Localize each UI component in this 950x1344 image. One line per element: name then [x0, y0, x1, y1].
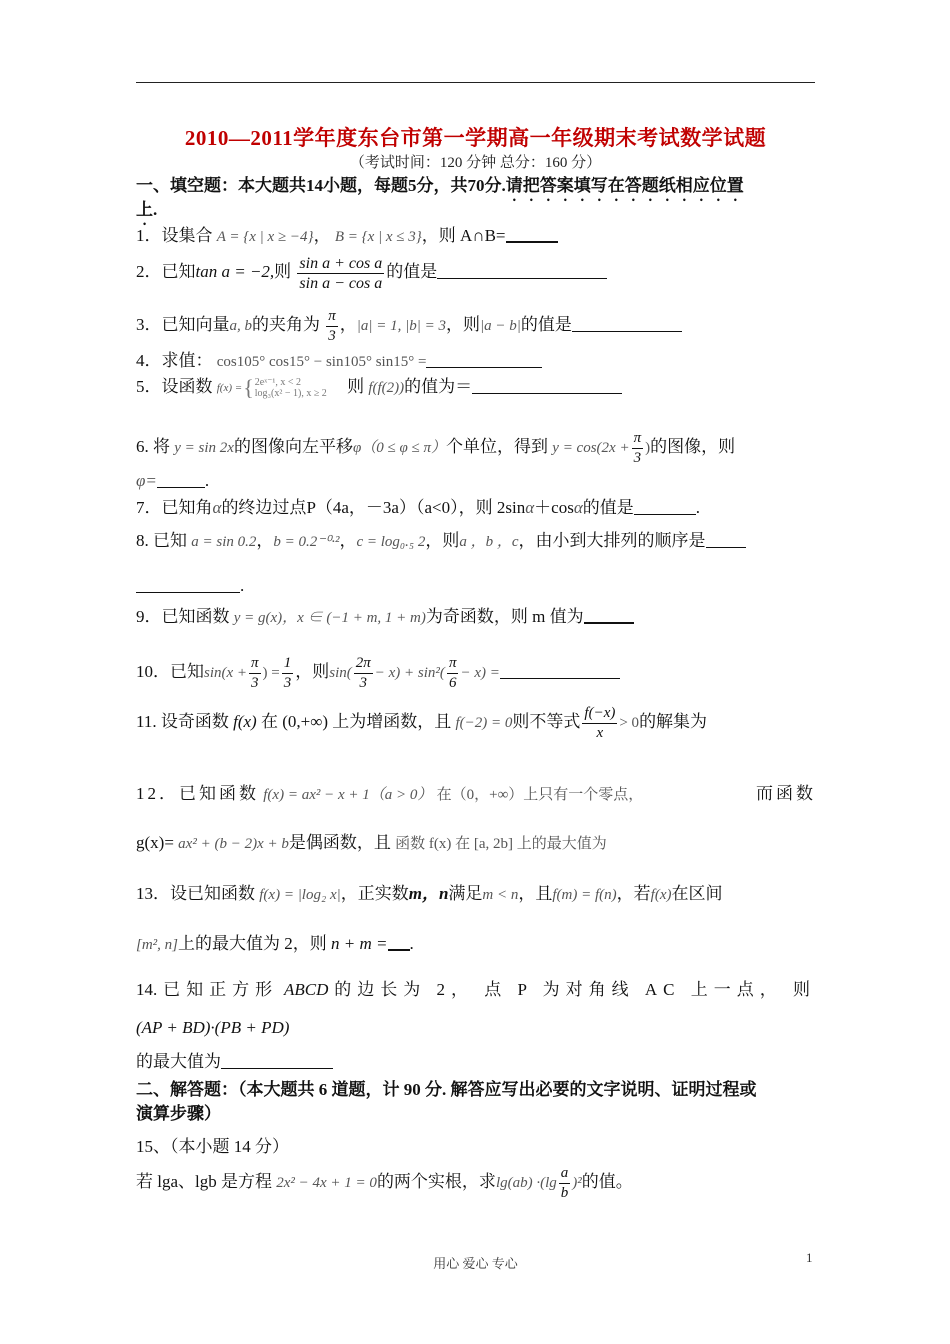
alpha-symbol: α: [525, 498, 535, 517]
answer-blank[interactable]: [500, 662, 620, 679]
footer-slogan: 用心 爱心 专心: [433, 1256, 518, 1271]
q10-one: 1: [282, 654, 294, 674]
q2-denominator: sin a − cos a: [299, 274, 383, 292]
q11-fraction: [582, 704, 617, 743]
q10-expr-3: − x) + sin²(: [374, 665, 445, 681]
q3-label: 3．已知向量: [136, 315, 230, 334]
question-6: [136, 427, 816, 468]
question-4: [136, 350, 816, 373]
question-14-line2: [136, 1013, 816, 1043]
q3-then: ，则: [446, 315, 481, 334]
question-8: 8. 已知 a = sin 0.2，b = 0.2⁻⁰·²，c = log₀.₅ 2，则a ，b ，c，由小到大排列的顺序是: [136, 526, 816, 557]
question-9: [136, 602, 816, 633]
answer-blank[interactable]: [472, 377, 622, 394]
q15-expr-b: )²: [572, 1175, 582, 1191]
q4-label: 4．求值：: [136, 351, 213, 370]
section2-heading-c: 演算步骤）: [136, 1104, 221, 1123]
answer-blank[interactable]: [584, 606, 634, 624]
q7-point: P（4a，－3a）（a<0）: [306, 498, 459, 517]
q8-b: b = 0.2⁻⁰·²: [273, 534, 340, 550]
q6-close: ): [645, 440, 651, 456]
q14-abcd: ABCD: [284, 980, 329, 999]
q13-line2: 上的最大值为 2，则: [178, 934, 327, 953]
q6-phi: φ（0 ≤ φ ≤ π）: [352, 440, 447, 456]
question-11: [136, 702, 816, 743]
q10-label: 10．已知: [136, 662, 204, 681]
q13-function: f(x) = |log₂ x|: [259, 887, 341, 903]
q13-tail: 在区间: [671, 884, 723, 903]
q14-expression: (AP + BD)·(PB + PD): [136, 1018, 290, 1037]
q5-tail: 的值为＝: [404, 377, 473, 396]
q15-text-b: 的两个实根，求: [376, 1172, 496, 1191]
q5-then: 则: [347, 377, 365, 396]
q10-pi: π: [447, 654, 459, 674]
q2-tail: 的值是: [386, 262, 438, 281]
question-6-line2: φ= .: [136, 471, 210, 490]
q9-label: 9．已知函数: [136, 607, 230, 626]
alpha-symbol: α: [212, 498, 222, 517]
period: .: [695, 498, 701, 517]
q3-mid: 的夹角为: [252, 315, 320, 334]
q8-tail: ，由小到大排列的顺序是: [518, 531, 706, 550]
q15-fb: b: [560, 1184, 569, 1201]
q10-frac-4: [447, 654, 459, 693]
q3-magnitudes: |a| = 1, |b| = 3: [356, 318, 447, 334]
section2-heading-b: . 解答应写出必要的文字说明、证明过程或: [442, 1080, 757, 1099]
q7-mid: 的终边过点: [221, 498, 307, 517]
q1-sep: ，: [313, 226, 331, 245]
answer-blank[interactable]: [506, 225, 558, 243]
q15-expr-a: lg(ab) ·(lg: [495, 1175, 557, 1191]
question-5: [136, 376, 816, 399]
q2-label: 2．已知: [136, 262, 196, 281]
q5-pieces: [255, 377, 327, 399]
q7-mid2: ，则 2sin: [458, 498, 526, 517]
q13-cond2: ，且: [518, 884, 553, 903]
q3-comma: ，: [339, 315, 357, 334]
q3-tail: 的值是: [520, 315, 572, 334]
section2-heading-a: 二、解答题：（本大题共 6 道题，计 90 分: [136, 1080, 442, 1099]
q2-fraction: [297, 254, 384, 293]
exam-info: （考试时间：120 分钟 总分：160 分）: [349, 155, 602, 171]
brace-icon: {: [243, 375, 254, 401]
alpha-symbol: α: [573, 498, 583, 517]
q5-ffx: f(f(2)): [368, 380, 405, 396]
q11-cond: f(−2) = 0: [455, 715, 513, 731]
q11-tail: 的解集为: [639, 712, 708, 731]
q11-fx: f(x): [233, 712, 257, 731]
q11-gt: > 0: [619, 715, 640, 731]
q8-abc: a ，b ，c: [459, 534, 519, 550]
page-number: 1: [806, 1250, 813, 1265]
answer-blank[interactable]: [572, 315, 682, 332]
q14-line3: 的最大值为: [136, 1052, 221, 1071]
q5-piece-1: 2eˣ⁻¹, x < 2: [254, 377, 301, 389]
q10-three: 3: [251, 674, 259, 691]
answer-blank[interactable]: [437, 262, 607, 279]
q1-tail: ，则 A∩B=: [421, 226, 506, 245]
section2-heading: [136, 1079, 816, 1101]
section2-heading-cont: [136, 1103, 816, 1125]
answer-blank[interactable]: [136, 576, 240, 593]
q11-mid2: 则不等式: [512, 712, 581, 731]
q3-diff: |a − b|: [480, 318, 521, 334]
question-3: [136, 305, 816, 346]
q3-angle-fraction: [326, 307, 338, 346]
q13-ineq: m < n: [482, 887, 519, 903]
q15-fa: a: [559, 1164, 571, 1184]
page-title: 2010—2011学年度东台市第一学期高一年级期末考试数学试题: [184, 126, 767, 150]
q3-three: 3: [328, 327, 336, 344]
q13-eq: f(m) = f(n): [552, 887, 617, 903]
q12-last: 函数 f(x) 在 [a, 2b] 上的最大值为: [395, 836, 607, 852]
q11-fnum: f(−x): [582, 704, 617, 724]
q7-tail: 的值是: [582, 498, 634, 517]
q7-label: 7．已知角: [136, 498, 213, 517]
section1-heading-emphasis-2: 上: [136, 200, 153, 219]
q3-vectors: a, b: [229, 318, 252, 334]
q6-func-2: y = cos(2x +: [552, 440, 630, 456]
question-13-line2: [136, 929, 816, 960]
q10-three: 3: [359, 674, 368, 691]
q12-body: [136, 779, 643, 810]
q13-sum: n + m =: [331, 934, 388, 953]
q10-twopi: 2π: [354, 654, 373, 674]
q10-six: 6: [448, 674, 457, 691]
q2-numerator: sin a + cos a: [299, 254, 383, 272]
q6-mid2: 个单位，得到: [446, 437, 549, 456]
question-12-line2: [136, 828, 816, 859]
q5-piece-2: log₃(x² − 1), x ≥ 2: [254, 388, 327, 400]
header-rule: [136, 82, 815, 83]
q12-label: 12．已知函数: [136, 784, 259, 803]
q1-set-b: B = {x | x ≤ 3}: [334, 229, 422, 245]
q12-g: g(x)=: [136, 833, 174, 852]
q10-eq: ) =: [262, 665, 280, 681]
q14-label: 14.: [136, 980, 158, 999]
q10-pi: π: [249, 654, 261, 674]
answer-blank[interactable]: [388, 933, 410, 951]
question-12: [136, 779, 816, 810]
question-8-line2: [136, 575, 816, 597]
q13-mn: m，n: [408, 884, 449, 903]
question-15-label: [136, 1136, 816, 1158]
q6-phi-answer: φ=: [136, 471, 157, 490]
q12-function: f(x) = ax² − x + 1（a > 0）: [263, 787, 433, 803]
question-14: [136, 975, 816, 1005]
q2-cond: tan a = −2,: [195, 262, 275, 281]
q8-label: 8. 已知: [136, 531, 187, 550]
q15-text-a: 若 lga、lgb 是方程: [136, 1172, 272, 1191]
q6-tail: 的图像，则: [650, 437, 736, 456]
q10-frac-2: [282, 654, 294, 693]
q2-then: 则: [274, 262, 292, 281]
answer-blank[interactable]: [426, 351, 542, 368]
q10-den3: 3: [283, 674, 292, 691]
q12-mid2: 是偶函数，且: [288, 833, 391, 852]
q3-pi: π: [326, 307, 338, 327]
q10-then: ，则: [295, 662, 330, 681]
q4-expression: cos105° cos15° − sin105° sin15° =: [216, 354, 427, 370]
question-2: [136, 252, 816, 293]
q1-label: 1．设集合: [136, 226, 213, 245]
q14-text: 已知正方形: [163, 980, 279, 999]
q6-label: 6. 将: [136, 437, 170, 456]
q11-fden: x: [596, 724, 604, 741]
q10-expr-2: sin(: [329, 665, 352, 681]
q6-func-1: y = sin 2x: [174, 440, 234, 456]
q10-frac-1: [249, 654, 261, 693]
q12-tail: 而函数: [756, 784, 816, 803]
period: .: [409, 934, 414, 953]
q6-fraction: [632, 429, 644, 468]
period: .: [153, 200, 158, 219]
q9-function: y = g(x)，x ∈ (−1 + m, 1 + m): [233, 610, 426, 626]
q6-three: 3: [633, 449, 642, 466]
q8-c: c = log₀.₅ 2: [356, 534, 426, 550]
question-14-line3: [136, 1051, 816, 1073]
question-15: [136, 1162, 816, 1203]
q15-label: 15、（本小题 14 分）: [136, 1137, 289, 1156]
q12-g-function: ax² + (b − 2)x + b: [178, 836, 289, 852]
period: .: [240, 576, 245, 595]
q13-cond3: ，若: [616, 884, 651, 903]
q14-text2: 的边长为 2， 点 P 为对角线 AC 上一点， 则: [334, 980, 816, 999]
question-7: [136, 497, 816, 519]
q10-expr-1: sin(x +: [204, 665, 248, 681]
section1-heading-emphasis: 请把答案填写在答题纸相应位置: [505, 176, 744, 195]
answer-blank[interactable]: [157, 471, 205, 488]
answer-blank[interactable]: [706, 531, 746, 548]
q12-mid: 在（0，+∞）上只有一个零点，: [436, 787, 644, 803]
q13-mid: ，正实数: [340, 884, 409, 903]
q5-fx: f(x) =: [216, 382, 243, 395]
q11-mid: 在 (0,+∞) 上为增函数，且: [260, 712, 452, 731]
q15-equation: 2x² − 4x + 1 = 0: [276, 1175, 377, 1191]
q6-pi: π: [632, 429, 644, 449]
question-10: [136, 652, 816, 693]
q8-a: a = sin 0.2: [191, 534, 257, 550]
q10-frac-3: [354, 654, 373, 693]
q15-tail: 的值。: [581, 1172, 633, 1191]
q5-label: 5．设函数: [136, 377, 213, 396]
q13-interval: [m², n]: [136, 937, 179, 953]
question-1: [136, 225, 816, 248]
q5-piecewise: [217, 377, 327, 399]
q11-label: 11. 设奇函数: [136, 712, 229, 731]
q6-mid: 的图像向左平移: [233, 437, 353, 456]
q13-fx: f(x): [650, 887, 672, 903]
question-13: [136, 879, 816, 910]
q10-expr-4: − x) =: [460, 665, 500, 681]
section1-heading-text: 一、填空题：本大题共14小题，每题5分，共70分.: [136, 176, 506, 195]
q9-tail: 为奇函数，则 m 值为: [425, 607, 584, 626]
answer-blank[interactable]: [634, 498, 696, 515]
q15-fraction: [559, 1164, 571, 1203]
q7-mid3: ＋cos: [534, 498, 574, 517]
q1-set-a: A = {x | x ≥ −4}: [216, 229, 314, 245]
q13-label: 13．设已知函数: [136, 884, 255, 903]
q13-cond1: 满足: [448, 884, 483, 903]
answer-blank[interactable]: [221, 1052, 333, 1069]
q8-then: ，则: [425, 531, 460, 550]
